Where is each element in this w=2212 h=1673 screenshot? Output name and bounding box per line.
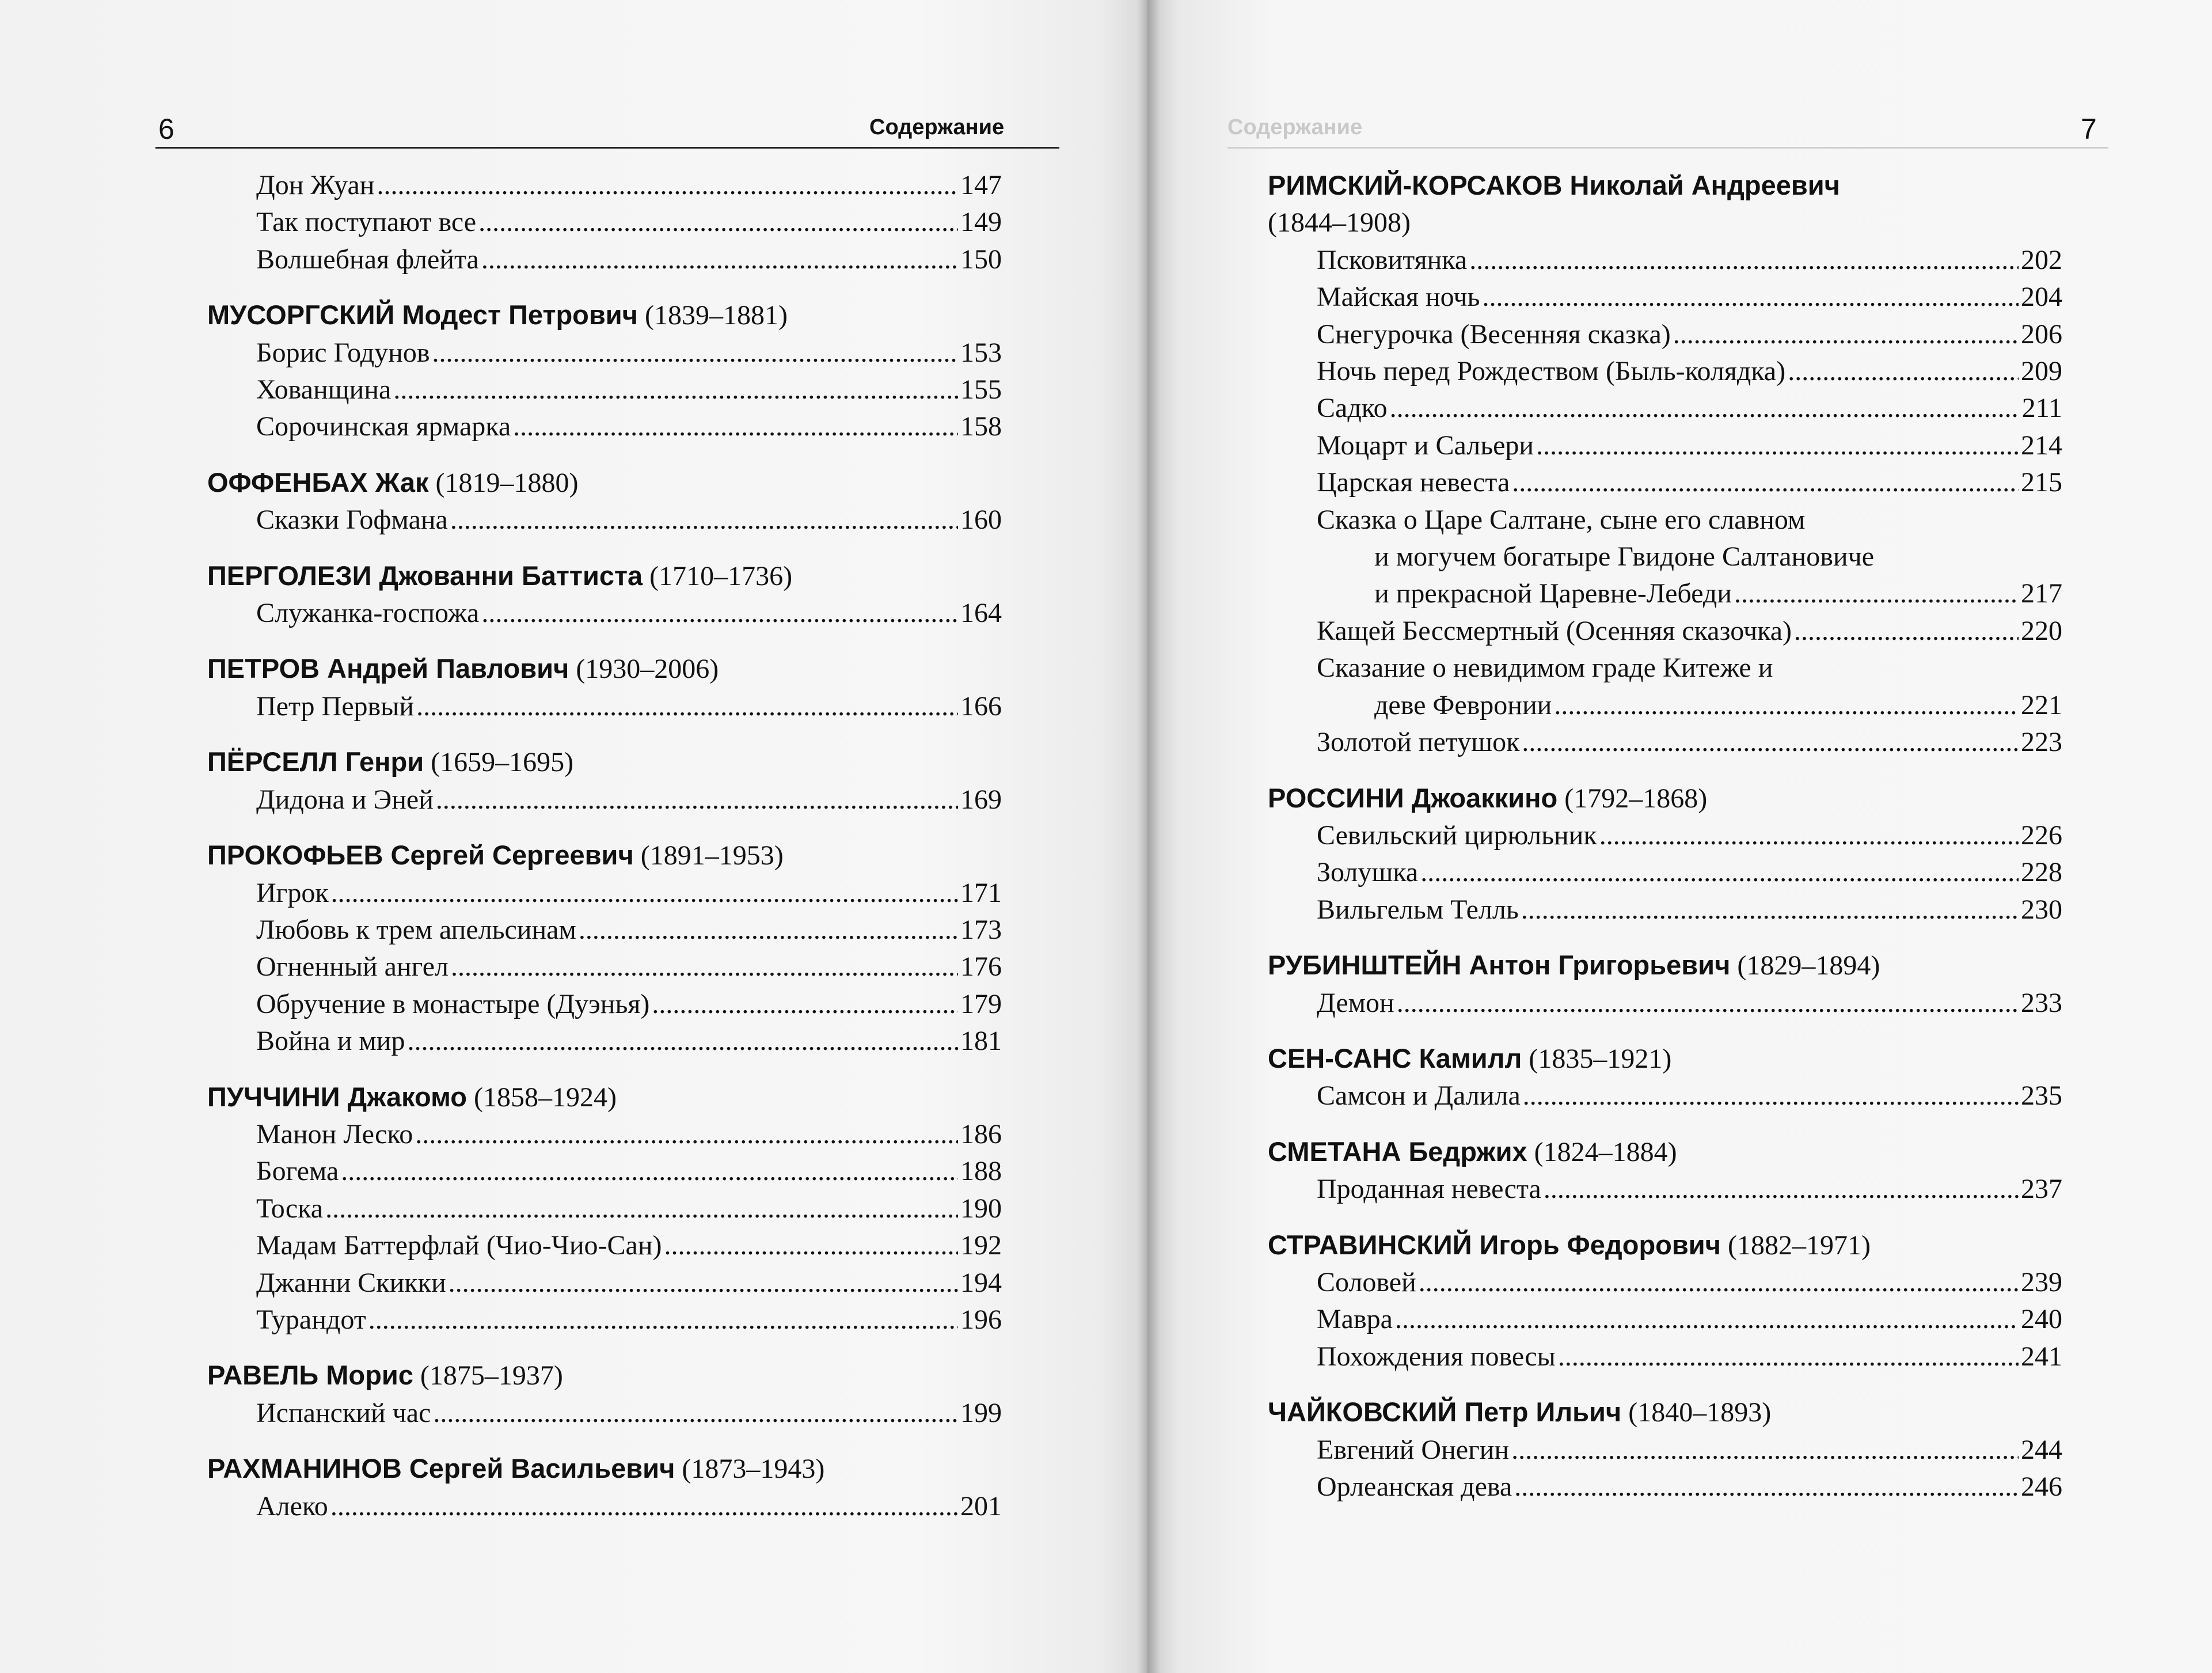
toc-entry[interactable]: Вильгельм Телль ..... 230 [1268, 891, 2062, 928]
toc-entry[interactable]: Служанка-госпожа ..... 164 [207, 595, 1002, 632]
toc-entry[interactable]: Петр Первый ..... 166 [207, 688, 1002, 725]
toc-entry[interactable]: Орлеанская дева ..... 246 [1268, 1469, 2062, 1505]
composer-years: (1873–1943) [682, 1454, 825, 1485]
toc-entry-continuation-last[interactable]: деве Февронии ..... 221 [1268, 687, 2062, 724]
toc-entry[interactable]: Так поступают все ..... 149 [207, 204, 1002, 241]
composer-heading: РОССИНИ Джоаккино (1792–1868) [1268, 782, 1708, 814]
composer-heading: РАВЕЛЬ Морис (1875–1937) [207, 1360, 563, 1391]
composer-years: (1835–1921) [1529, 1043, 1672, 1074]
composer-years: (1710–1736) [649, 560, 793, 591]
composer-heading: РУБИНШТЕЙН Антон Григорьевич (1829–1894) [1268, 950, 1880, 981]
composer-years: (1829–1894) [1737, 950, 1880, 981]
toc-entry[interactable]: Севильский цирюльник ..... 226 [1268, 817, 2062, 854]
toc-entry[interactable]: Проданная невеста ..... 237 [1268, 1171, 2062, 1208]
toc-entry[interactable]: Игрок ..... 171 [207, 875, 1002, 912]
composer-group [207, 743, 1002, 818]
composer-group [207, 1079, 1002, 1339]
toc-entry-multiline[interactable]: Сказка о Царе Салтане, сыне его славном [1317, 504, 1806, 535]
composer-heading: ПЕТРОВ Андрей Павлович (1930–2006) [207, 653, 719, 685]
toc-entry-continuation: и могучем богатыре Гвидоне Салтановиче [1374, 541, 1875, 572]
composer-heading: ОФФЕНБАХ Жак (1819–1880) [207, 466, 579, 498]
composer-group-continued [207, 167, 1002, 278]
toc-entry[interactable]: Снегурочка (Весенняя сказка) ..... 206 [1268, 316, 2062, 353]
toc-entry-multiline[interactable]: Сказание о невидимом граде Китеже и [1317, 652, 1773, 684]
toc-entry[interactable]: Тоска ..... 190 [207, 1190, 1002, 1227]
composer-group [207, 1450, 1002, 1525]
composer-years: (1819–1880) [435, 467, 579, 498]
toc-entry[interactable]: Похождения повесы ..... 241 [1268, 1338, 2062, 1375]
composer-heading: ПРОКОФЬЕВ Сергей Сергеевич (1891–1953) [207, 840, 784, 871]
toc-entry[interactable]: Ночь перед Рождеством (Быль-колядка) ..... 209 [1268, 353, 2062, 390]
toc-entry[interactable]: Волшебная флейта ..... 150 [207, 241, 1002, 278]
toc-entry[interactable]: Борис Годунов ..... 153 [207, 335, 1002, 371]
header-rule [155, 147, 1059, 149]
composer-years: (1824–1884) [1534, 1136, 1677, 1167]
entry-page: 150 [960, 244, 1002, 275]
composer-heading: ПЁРСЕЛЛ Генри (1659–1695) [207, 746, 574, 778]
composer-years: (1840–1893) [1628, 1397, 1772, 1428]
header-rule [1227, 147, 2108, 149]
toc-entry-continuation-last[interactable]: и прекрасной Царевне-Лебеди ..... 217 [1268, 575, 2062, 612]
composer-years: (1858–1924) [474, 1082, 617, 1113]
composer-heading: СМЕТАНА Бедржих (1824–1884) [1268, 1136, 1677, 1167]
composer-group [1268, 1394, 2062, 1505]
page-number: 6 [158, 113, 174, 145]
composer-group [207, 464, 1002, 539]
toc-entry[interactable]: Хованщина ..... 155 [207, 371, 1002, 408]
toc-entry[interactable]: Огненный ангел ..... 176 [207, 949, 1002, 985]
composer-group [207, 837, 1002, 1060]
composer-heading: ЧАЙКОВСКИЙ Петр Ильич (1840–1893) [1268, 1397, 1772, 1428]
toc-entry[interactable]: Манон Леско ..... 186 [207, 1116, 1002, 1153]
composer-years: (1839–1881) [644, 300, 788, 331]
composer-heading: СТРАВИНСКИЙ Игорь Федорович (1882–1971) [1268, 1229, 1871, 1261]
entry-page: 149 [960, 207, 1002, 238]
composer-group [1268, 1227, 2062, 1376]
right-page [1147, 0, 2212, 1673]
toc-entry[interactable]: Обручение в монастыре (Дуэнья) ..... 179 [207, 986, 1002, 1023]
toc-entry[interactable]: Самсон и Далила ..... 235 [1268, 1078, 2062, 1114]
composer-heading: СЕН-САНС Камилл (1835–1921) [1268, 1042, 1672, 1074]
composer-years: (1875–1937) [420, 1360, 563, 1391]
toc-left [207, 167, 1002, 1525]
toc-entry[interactable]: Война и мир ..... 181 [207, 1023, 1002, 1060]
toc-entry[interactable]: Моцарт и Сальери ..... 214 [1268, 427, 2062, 464]
composer-heading: ПЕРГОЛЕЗИ Джованни Баттиста (1710–1736) [207, 560, 793, 591]
composer-group [1268, 780, 2062, 929]
toc-entry[interactable]: Сказки Гофмана ..... 160 [207, 502, 1002, 538]
composer-group [207, 557, 1002, 632]
toc-entry[interactable]: Псковитянка ..... 202 [1268, 242, 2062, 279]
composer-years: (1882–1971) [1727, 1230, 1871, 1261]
composer-years: (1891–1953) [640, 840, 784, 871]
composer-group [1268, 1040, 2062, 1115]
composer-years: (1792–1868) [1564, 783, 1708, 814]
composer-heading: МУСОРГСКИЙ Модест Петрович (1839–1881) [207, 299, 788, 331]
toc-entry[interactable]: Евгений Онегин ..... 244 [1268, 1432, 2062, 1469]
toc-right [1268, 167, 2062, 1505]
composer-heading: РАХМАНИНОВ Сергей Васильевич (1873–1943) [207, 1453, 825, 1485]
book-gutter-shadow [1137, 0, 1160, 1673]
composer-group [207, 297, 1002, 446]
entry-page: 147 [960, 170, 1002, 200]
running-head-faint: Содержание [1227, 115, 1363, 139]
composer-years: (1659–1695) [431, 747, 574, 778]
composer-heading: ПУЧЧИНИ Джакомо (1858–1924) [207, 1081, 617, 1113]
toc-entry[interactable]: Дидона и Эней ..... 169 [207, 782, 1002, 818]
toc-entry[interactable]: Золушка ..... 228 [1268, 854, 2062, 891]
toc-entry[interactable]: Садко ..... 211 [1268, 390, 2062, 427]
toc-entry[interactable]: Сорочинская ярмарка ..... 158 [207, 408, 1002, 445]
toc-entry[interactable]: Мавра ..... 240 [1268, 1301, 2062, 1338]
toc-entry[interactable]: Турандот ..... 196 [207, 1302, 1002, 1338]
composer-years: (1930–2006) [576, 654, 719, 685]
composer-group [207, 650, 1002, 725]
toc-entry[interactable]: Мадам Баттерфлай (Чио-Чио-Сан) ..... 192 [207, 1227, 1002, 1264]
toc-entry[interactable]: Демон ..... 233 [1268, 985, 2062, 1022]
running-head: Содержание [869, 115, 1005, 139]
toc-entry[interactable]: Джанни Скикки ..... 194 [207, 1265, 1002, 1302]
page-number: 7 [2081, 113, 2097, 145]
toc-entry[interactable]: Царская невеста ..... 215 [1268, 464, 2062, 501]
composer-heading: РИМСКИЙ-КОРСАКОВ Николай Андреевич [1268, 170, 1840, 200]
toc-entry[interactable]: Дон Жуан ..... 147 [207, 167, 1002, 204]
composer-years: (1844–1908) [1268, 207, 1411, 238]
composer-group [1268, 1133, 2062, 1208]
toc-entry[interactable]: Золотой петушок ..... 223 [1268, 724, 2062, 761]
toc-entry[interactable]: Майская ночь ..... 204 [1268, 279, 2062, 316]
toc-entry[interactable]: Любовь к трем апельсинам ..... 173 [207, 912, 1002, 949]
composer-group [1268, 947, 2062, 1022]
toc-entry[interactable]: Кащей Бессмертный (Осенняя сказочка) ..... 220 [1268, 613, 2062, 650]
composer-group [1268, 167, 2062, 761]
toc-entry[interactable]: Алеко ..... 201 [207, 1488, 1002, 1525]
toc-entry[interactable]: Соловей ..... 239 [1268, 1264, 2062, 1301]
toc-entry[interactable]: Испанский час ..... 199 [207, 1395, 1002, 1432]
toc-entry[interactable]: Богема ..... 188 [207, 1153, 1002, 1190]
composer-group [207, 1357, 1002, 1432]
